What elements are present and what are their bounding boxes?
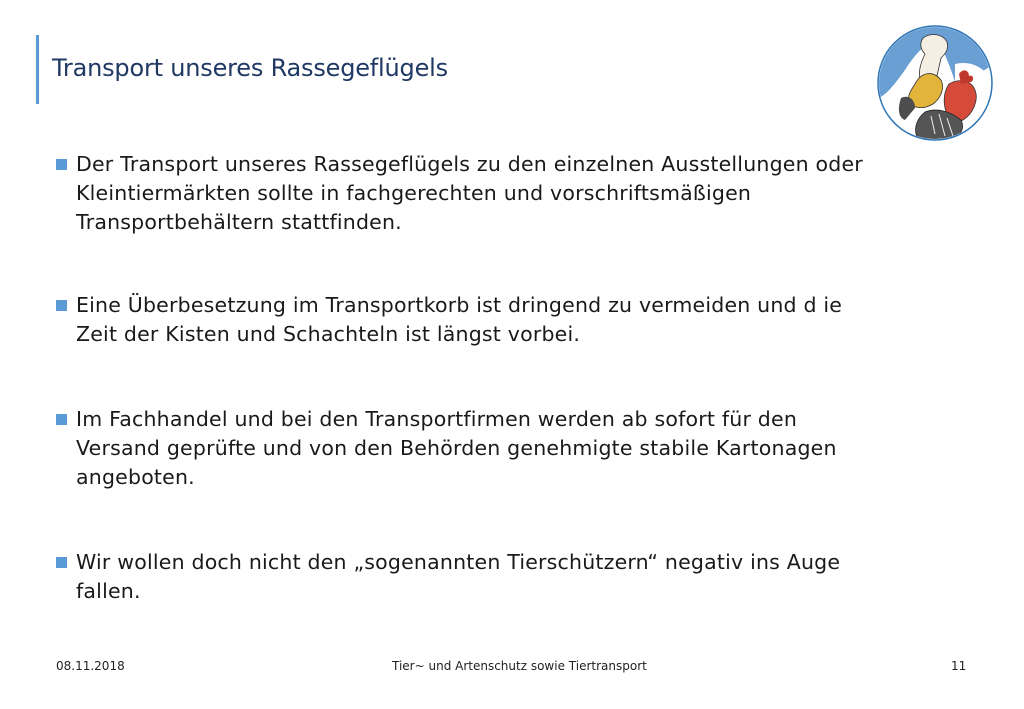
bullet-line: Transportbehältern stattfinden.	[76, 210, 402, 234]
square-bullet-icon	[56, 557, 67, 568]
square-bullet-icon	[56, 414, 67, 425]
bullet-item	[54, 150, 863, 237]
poultry-logo-icon	[875, 24, 995, 142]
bullet-item	[54, 405, 837, 492]
square-bullet-icon	[56, 300, 67, 311]
page-number: 11	[951, 659, 967, 673]
square-bullet-icon	[56, 159, 67, 170]
bullet-line: Kleintiermärkten sollte in fachgerechten und vorschriftsmäßigen	[76, 181, 752, 205]
bullet-line: Versand geprüfte und von den Behörden genehmigte stabile Kartonagen	[76, 436, 837, 460]
bullet-line: Wir wollen doch nicht den „sogenannten Tierschützern“ negativ ins Auge	[76, 550, 841, 574]
slide-title: Transport unseres Rassegeflügels	[52, 54, 448, 82]
bullet-line: Der Transport unseres Rassegeflügels zu den einzelnen Ausstellungen oder	[76, 152, 863, 176]
footer-date: 08.11.2018	[56, 659, 125, 673]
bullet-item	[54, 548, 840, 606]
bullet-line: Im Fachhandel und bei den Transportfirmen werden ab sofort für den	[76, 407, 798, 431]
title-accent-bar	[36, 35, 39, 104]
bullet-line: Eine Überbesetzung im Transportkorb ist dringend zu vermeiden und d ie	[76, 293, 843, 317]
bullet-line: fallen.	[76, 579, 141, 603]
footer-title: Tier~ und Artenschutz sowie Tiertransport	[392, 659, 647, 673]
bullet-item	[54, 291, 842, 349]
bullet-line: angeboten.	[76, 465, 195, 489]
bullet-line: Zeit der Kisten und Schachteln ist längst vorbei.	[76, 322, 581, 346]
